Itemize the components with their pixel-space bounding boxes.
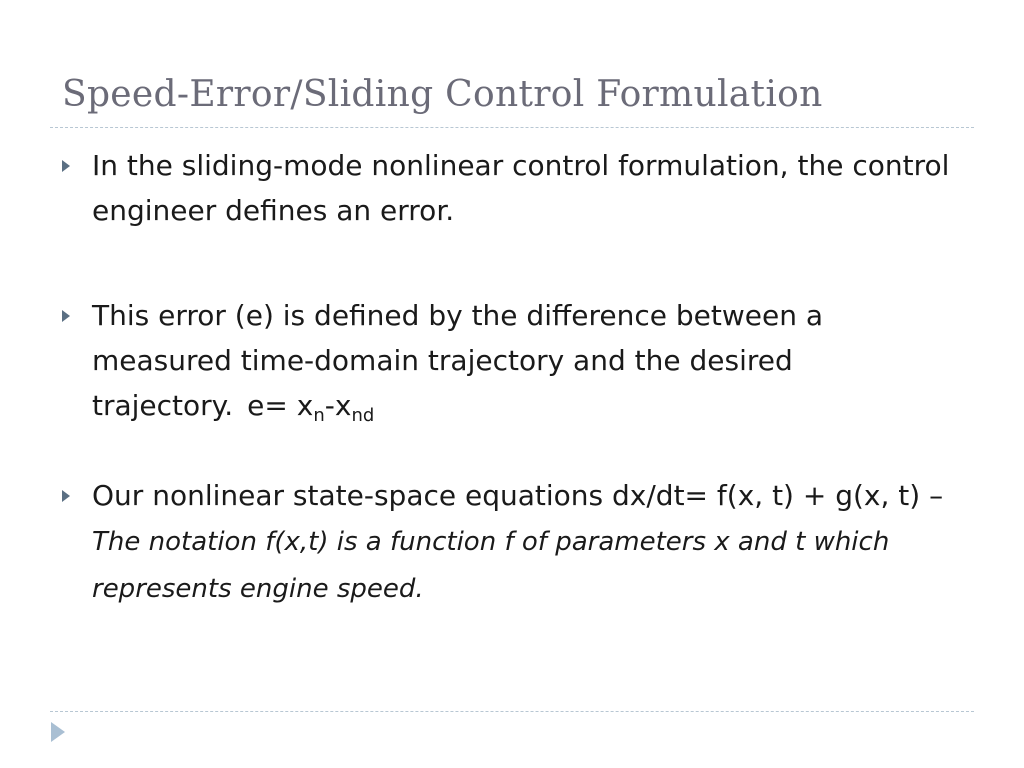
error-equation <box>247 389 375 426</box>
equation-lhs: e= x <box>247 389 314 422</box>
slide-title: Speed-Error/Sliding Control Formulation <box>62 74 823 115</box>
bullet-italic-note: The notation f(x,t) is a function f of parameters x and t which represents engine speed. <box>92 527 890 604</box>
bullet-item-1 <box>60 143 960 233</box>
bullet-list <box>60 143 960 612</box>
bullet-text-3: Our nonlinear state-space equations dx/dt= f(x, t) + g(x, t) – <box>92 479 944 512</box>
triangle-bullet-icon <box>62 490 70 502</box>
bullet-item-2 <box>60 293 960 428</box>
bullet-text-2: This error (e) is defined by the difference between a measured time-domain trajectory and the desired trajectory. <box>92 299 824 422</box>
bullet-text-1: In the sliding-mode nonlinear control formulation, the control engineer defines an error. <box>92 149 950 227</box>
triangle-bullet-icon <box>62 160 70 172</box>
footer-divider <box>50 711 974 712</box>
title-divider <box>50 127 974 128</box>
equation-subscript-n: n <box>313 405 325 426</box>
next-slide-arrow-icon[interactable] <box>51 722 65 742</box>
triangle-bullet-icon <box>62 310 70 322</box>
equation-minus: -x <box>324 389 352 422</box>
bullet-item-3 <box>60 473 960 612</box>
equation-subscript-nd: nd <box>351 405 375 426</box>
